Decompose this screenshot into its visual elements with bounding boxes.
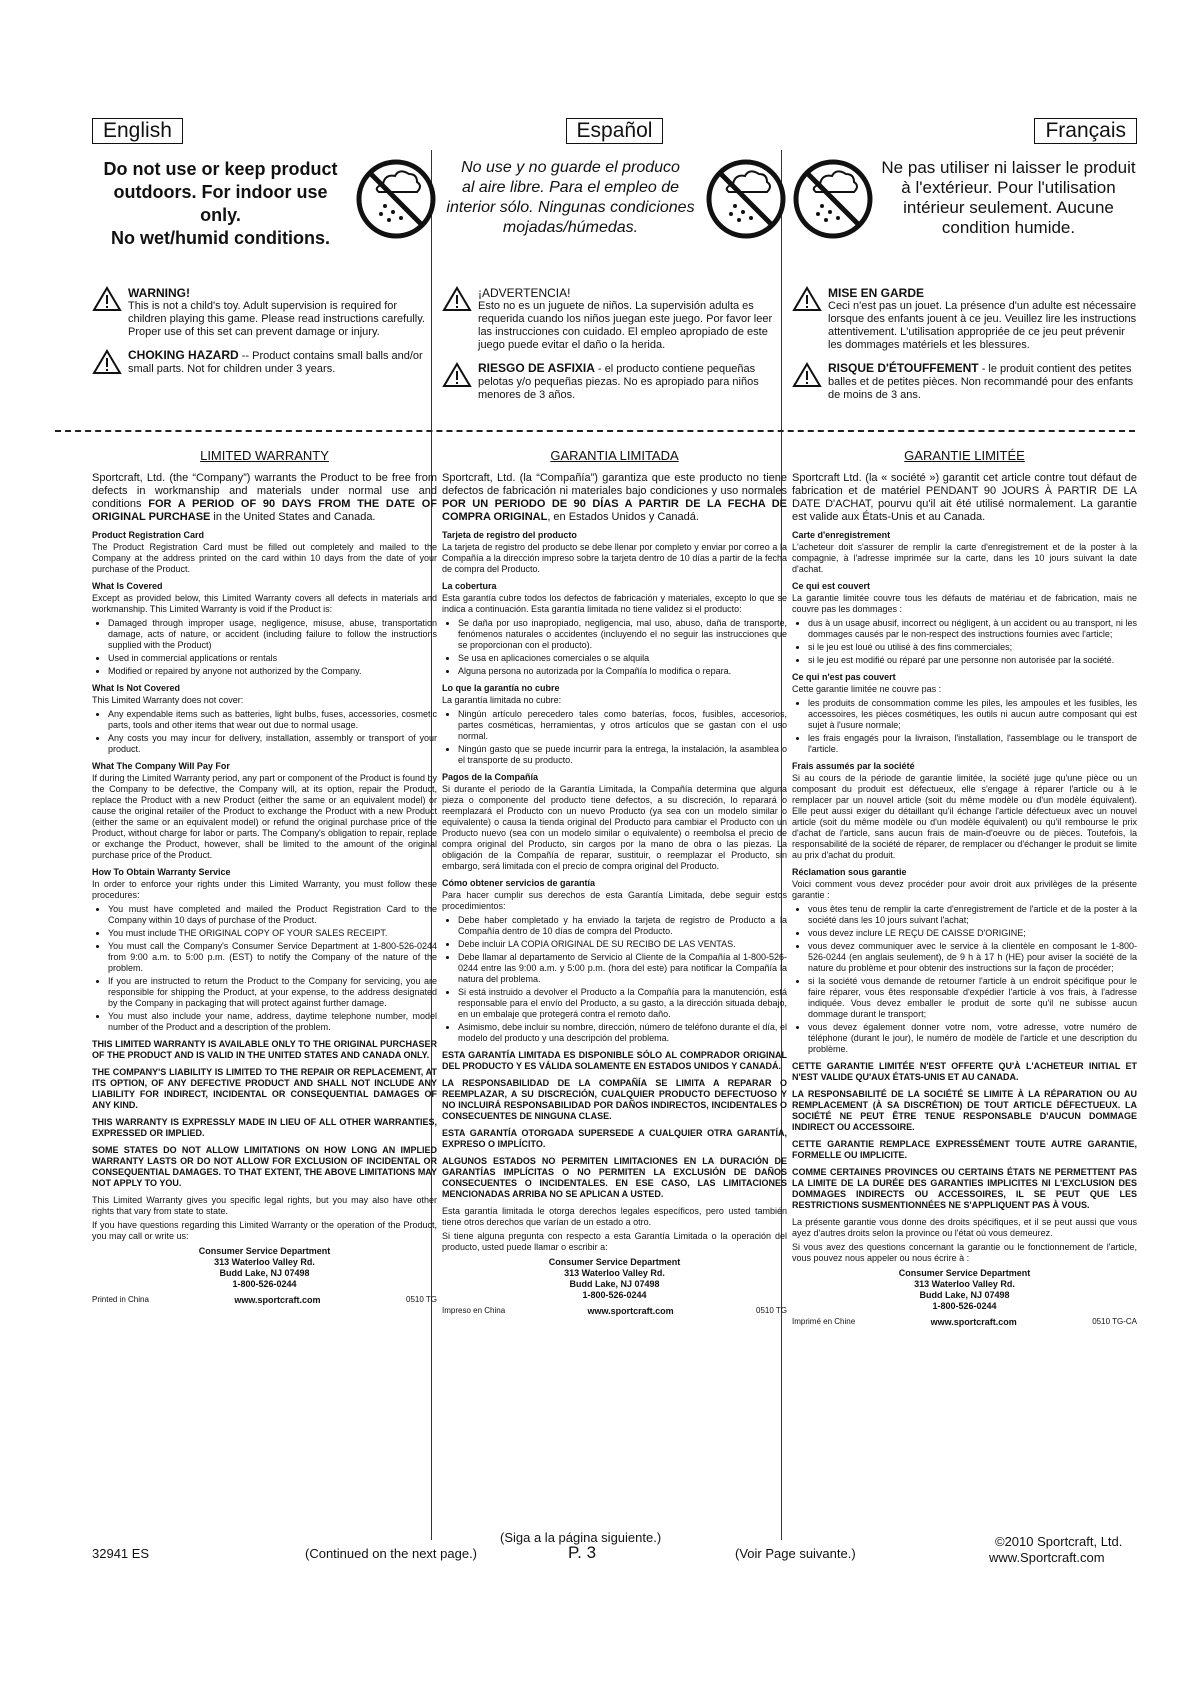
storage-notice-text: Do not use or keep product outdoors. For indoor use only. No wet/humid conditions. bbox=[103, 159, 338, 248]
section-heading: Réclamation sous garantie bbox=[792, 867, 907, 877]
french-warranty bbox=[792, 450, 1137, 1328]
list-item: • vous devez également donner votre nom, votre adresse, votre numéro de téléphone (durant le jour), le numéro de modèle de l'article et une description du problème. bbox=[808, 1022, 1137, 1055]
disclaimer: LA RESPONSABILIDAD DE LA COMPAÑÍA SE LIMITA A REPARAR O REEMPLAZAR, A SU DISCRECIÓN, CUALQUIER PRODUCTO DEFECTUOSO Y NO INCLUIRÁ RESPONSABILIDAD POR DAÑOS INDIRECTOS, INCIDENTALES O CONSECUENTES DE NINGUNA CLASE. bbox=[442, 1078, 787, 1121]
warranty-intro: Sportcraft Ltd. (la « société ») garantit cet article contre tout défaut de fabrication et de matériel PENDANT 90 JOURS À PARTIR DE LA DATE D'ACHAT, pourvu qu'il ait été utilisé normalement. La garantie est valide aux États-Unis et au Canada. bbox=[792, 472, 1137, 523]
choking-hazard bbox=[92, 349, 437, 376]
section-text: Cette garantie limitée ne couvre pas : bbox=[792, 684, 942, 694]
list-item: • You must call the Company's Consumer Service Department at 1-800-526-0244 from 9:00 a.m. to 5:00 p.m. (EST) to notify the Company of the nature of the problem. bbox=[108, 941, 437, 974]
no-rain-icon bbox=[705, 158, 787, 240]
language-header bbox=[792, 118, 1137, 154]
website-link[interactable]: www.sportcraft.com bbox=[930, 1317, 1017, 1327]
list-item: • Se usa en aplicaciones comerciales o se alquila bbox=[458, 653, 787, 664]
website-link[interactable]: www.Sportcraft.com bbox=[989, 1550, 1105, 1565]
section-text: L'acheteur doit s'assurer de remplir la carte d'enregistrement et de la poster à la compagnie, à l'adresse imprimée sur la carte, dans les 10 jours suivant la date d'achat. bbox=[792, 542, 1137, 574]
list-item: • Damaged through improper usage, negligence, misuse, abuse, transportation damage, acts of nature, or accident (including failure to follow the instructions supplied with the Product) bbox=[108, 618, 437, 651]
section-text: La garantie limitée couvre tous les défauts de matériau et de fabrication, mais ne couvre pas les dommages : bbox=[792, 593, 1137, 614]
copyright: ©2010 Sportcraft, Ltd. bbox=[995, 1534, 1123, 1549]
choking-hazard bbox=[442, 362, 787, 402]
choking-hazard bbox=[792, 362, 1137, 402]
page-number: P. 3 bbox=[568, 1543, 597, 1562]
warranty-title: LIMITED WARRANTY bbox=[200, 448, 329, 463]
section-text: La présente garantie vous donne des droits spécifiques, et il se peut aussi que vous ayez d'autres droits selon la province ou l'état où vous demeurez. bbox=[792, 1217, 1137, 1238]
list-item: • Ningún gasto que se puede incurrir para la entrega, la instalación, la asamblea o el transporte de su producto. bbox=[458, 744, 787, 766]
printed-in: Impreso en China bbox=[442, 1306, 506, 1315]
bullet-list bbox=[792, 904, 1137, 1055]
section-text: This Limited Warranty gives you specific legal rights, but you may also have other rights that vary from state to state. bbox=[92, 1195, 437, 1216]
warranty-title: GARANTIA LIMITADA bbox=[550, 448, 679, 463]
disclaimer: ALGUNOS ESTADOS NO PERMITEN LIMITACIONES EN LA DURACIÓN DE GARANTÍAS IMPLÍCITAS O NO PERMITEN LA EXCLUSIÓN DE DAÑOS CONSECUENTES O INCIDENTALES. EN ESE CASO, LAS LIMITACIONES MENCIONADAS ARRIBA NO SE APLICAN A USTED. bbox=[442, 1156, 787, 1199]
list-item: • les frais engagés pour la livraison, l'installation, l'assemblage ou le transport de l'article. bbox=[808, 733, 1137, 755]
list-item: • You must include THE ORIGINAL COPY OF YOUR SALES RECEIPT. bbox=[108, 928, 437, 939]
section-divider bbox=[55, 430, 1135, 432]
bullet-list bbox=[442, 618, 787, 677]
warning-triangle-icon bbox=[792, 286, 822, 312]
list-item: • Asimismo, debe incluir su nombre, dirección, número de teléfono durante el día, el modelo del producto y una descripción del problema. bbox=[458, 1022, 787, 1044]
section-text: Esta garantía limitada le otorga derechos legales específicos, pero usted también tiene otros derechos que varían de un estado a otro. bbox=[442, 1206, 787, 1227]
print-info bbox=[792, 1316, 1137, 1328]
list-item: • Si está instruido a devolver el Producto a la Compañía para la manutención, está responsable para el envío del Producto, a su gasto, a la dirección situada debajo, en un embalaje que protegerá contra el remoto daño. bbox=[458, 987, 787, 1020]
section-heading: Tarjeta de registro del producto bbox=[442, 530, 577, 540]
contact-address: Consumer Service Department 313 Waterloo Valley Rd. Budd Lake, NJ 07498 1-800-526-0244 bbox=[898, 1268, 1031, 1311]
section-text: Voici comment vous devez procéder pour avoir droit aux privilèges de la présente garantie : bbox=[792, 879, 1137, 900]
list-item: • Ningún artículo perecedero tales como baterías, focos, fusibles, accesorios, partes cosméticas, herramientas, y otros artículos que se gastan con el uso normal. bbox=[458, 709, 787, 742]
printed-in: Imprimé en Chine bbox=[792, 1317, 856, 1326]
printed-in: Printed in China bbox=[92, 1295, 149, 1304]
choking-text: - le produit contient des petites balles et de petites pièces. Non recommandé pour des enfants de moins de 3 ans. bbox=[828, 363, 1134, 401]
list-item: • Any costs you may incur for delivery, installation, assembly or transport of your product. bbox=[108, 733, 437, 755]
list-item: • Alguna persona no autorizada por la Compañía lo modifica o repara. bbox=[458, 666, 787, 677]
bullet-list bbox=[92, 709, 437, 755]
disclaimer: THIS WARRANTY IS EXPRESSLY MADE IN LIEU OF ALL OTHER WARRANTIES, EXPRESSED OR IMPLIED. bbox=[92, 1117, 437, 1138]
warning-triangle-icon bbox=[442, 286, 472, 312]
continued-note-fr: (Voir Page suivante.) bbox=[735, 1546, 856, 1561]
print-code: 0510 TG-CA bbox=[1092, 1317, 1137, 1326]
section-heading: La cobertura bbox=[442, 581, 497, 591]
warning-triangle-icon bbox=[442, 362, 472, 388]
section-heading: What The Company Will Pay For bbox=[92, 761, 230, 771]
bullet-list bbox=[792, 698, 1137, 755]
section-heading: Frais assumés par la société bbox=[792, 761, 915, 771]
warning-title: MISE EN GARDE bbox=[828, 286, 925, 300]
disclaimer: CETTE GARANTIE LIMITÉE N'EST OFFERTE QU'À L'ACHETEUR INITIAL ET N'EST VALIDE QU'AUX ÉTATS-UNIS ET AU CANADA. bbox=[792, 1061, 1137, 1082]
section-text: If during the Limited Warranty period, any part or component of the Product is found by the Company to be defective, the Company will, at its option, repair the Product, replace the Product with a new Product (either the same or an equivalent model) or cause the original retailer of the Product to exchange the Product with a new Product (either the same or an equivalent model) or refund the original purchase price of the Product, without charge for labor or parts. The Company's obligation to repair, replace or exchange the Product, however, shall be limited to the amount of the original purchase price of the Product. bbox=[92, 773, 437, 860]
list-item: • si le jeu est modifié ou réparé par une personne non autorisée par la société. bbox=[808, 655, 1137, 666]
warning-block bbox=[442, 286, 787, 352]
section-text: If you have questions regarding this Limited Warranty or the operation of the Product, you may call or write us: bbox=[92, 1220, 437, 1241]
bullet-list bbox=[442, 709, 787, 766]
website-link[interactable]: www.sportcraft.com bbox=[587, 1306, 674, 1316]
section-text: In order to enforce your rights under this Limited Warranty, you must follow these procedures: bbox=[92, 879, 437, 900]
language-header bbox=[92, 118, 437, 154]
list-item: • Debe incluir LA COPIA ORIGINAL DE SU RECIBO DE LAS VENTAS. bbox=[458, 939, 787, 950]
disclaimer: THE COMPANY'S LIABILITY IS LIMITED TO THE REPAIR OR REPLACEMENT, AT ITS OPTION, OF ANY DEFECTIVE PRODUCT AND SHALL NOT INCLUDE ANY LIABILITY FOR INDIRECT, INCIDENTAL OR CONSEQUENTIAL DAMAGES OF ANY KIND. bbox=[92, 1067, 437, 1110]
section-heading: How To Obtain Warranty Service bbox=[92, 867, 231, 877]
continued-note-es: (Siga a la página siguiente.) bbox=[500, 1530, 662, 1545]
bullet-list bbox=[792, 618, 1137, 666]
list-item: • You must also include your name, address, daytime telephone number, model number of the Product and a description of the problem. bbox=[108, 1011, 437, 1033]
list-item: • les produits de consommation comme les piles, les ampoules et les fusibles, les accessoires, les pièces cosmétiques, les outils ni aucun autre composant qui est sujet à l'usure normale; bbox=[808, 698, 1137, 731]
list-item: • Modified or repaired by anyone not authorized by the Company. bbox=[108, 666, 437, 677]
no-rain-icon bbox=[792, 158, 874, 240]
list-item: • vous êtes tenu de remplir la carte d'enregistrement de l'article et de la poster à la société dans les 10 jours suivant l'achat; bbox=[808, 904, 1137, 926]
section-heading: Cómo obtener servicios de garantía bbox=[442, 878, 596, 888]
section-heading: What Is Covered bbox=[92, 581, 163, 591]
english-column bbox=[92, 118, 437, 376]
storage-notice bbox=[92, 158, 437, 276]
print-info bbox=[92, 1294, 437, 1306]
disclaimer: COMME CERTAINES PROVINCES OU CERTAINS ÉTATS NE PERMETTENT PAS LA LIMITE DE LA DURÉE DES GARANTIES IMPLICITES NI L'EXCLUSION DES DOMMAGES INDIRECTS OU ACCESSOIRES, IL SE PEUT QUE LES RESTRICTIONS SUSMENTIONNÉES NE S'APPLIQUENT PAS À VOUS. bbox=[792, 1167, 1137, 1210]
spanish-column bbox=[442, 118, 787, 402]
list-item: • You must have completed and mailed the Product Registration Card to the Company within 10 days of purchase of the Product. bbox=[108, 904, 437, 926]
french-column bbox=[792, 118, 1137, 402]
storage-notice-text: No use y no guarde el produco al aire libre. Para el empleo de interior sólo. Ningunas condiciones mojadas/húmedas. bbox=[446, 159, 695, 236]
section-text: Si vous avez des questions concernant la garantie ou le fonctionnement de l'article, vous pouvez nous appeler ou nous écrire à : bbox=[792, 1242, 1137, 1263]
warning-triangle-icon bbox=[92, 349, 122, 375]
section-heading: Ce qui n'est pas couvert bbox=[792, 672, 896, 682]
list-item: • vous devez inclure LE REÇU DE CAISSE D'ORIGINE; bbox=[808, 928, 1137, 939]
section-text: Si au cours de la période de garantie limitée, la société juge qu'une pièce ou un composant du produit est défectueux, elle s'engage à réparer l'article ou à le remplacer par un nouvel article (soit du même modèle ou d'un modèle équivalent). Elle peut aussi exiger du détaillant qu'il échange l'article défectueux avec un nouvel article (soit du même modèle ou d'un modèle équivalent) ou qu'il rembourse le prix d'achat de l'article, sans aucun frais de main-d'oeuvre ou de pièces. Toutefois, la responsabilité de la société de réparer, de remplacer ou d'échanger le produit se limite au prix d'achat du produit. bbox=[792, 773, 1137, 860]
language-header bbox=[442, 118, 787, 154]
no-rain-icon bbox=[355, 158, 437, 240]
section-heading: What Is Not Covered bbox=[92, 683, 181, 693]
disclaimer: CETTE GARANTIE REMPLACE EXPRESSÉMENT TOUTE AUTRE GARANTIE, FORMELLE OU IMPLICITE. bbox=[792, 1139, 1137, 1160]
section-text: Si tiene alguna pregunta con respecto a esta Garantía Limitada o la operación del producto, usted puede llamar o escribir a: bbox=[442, 1231, 787, 1252]
section-text: Esta garantía cubre todos los defectos de fabricación y materiales, excepto lo que se indica a continuación. Esta garantía limitada no tiene validez si el producto: bbox=[442, 593, 787, 614]
storage-notice-text: Ne pas utiliser ni laisser le produit à l'extérieur. Pour l'utilisation intérieur seulement. Aucune condition humide. bbox=[881, 158, 1136, 237]
warning-text: This is not a child's toy. Adult supervision is required for children playing this game. Please read instructions carefully. Proper use of this set can prevent damage or injury. bbox=[128, 300, 425, 338]
section-text: Except as provided below, this Limited Warranty covers all defects in materials and workmanship. This Limited Warranty is void if the Product is: bbox=[92, 593, 437, 614]
section-text: La tarjeta de registro del producto se debe llenar por completo y enviar por correo a la Compañía a la dirección impreso sobre la tarjeta dentro de 10 días a partir de la fecha de compra del Producto. bbox=[442, 542, 787, 574]
section-text: Para hacer cumplir sus derechos de esta Garantía Limitada, debe seguir estos procedimientos: bbox=[442, 890, 787, 911]
bullet-list bbox=[92, 618, 437, 677]
section-heading: Carte d'enregistrement bbox=[792, 530, 891, 540]
list-item: • si la société vous demande de retourner l'article à un endroit spécifique pour le faire réparer, vous êtes responsable d'expédier l'article à vos frais, à l'adresse indiquée. Vous devez emballer le produit de sorte qu'il ne subisse aucun dommage durant le transport; bbox=[808, 976, 1137, 1020]
print-info bbox=[442, 1305, 787, 1317]
section-text: La garantía limitada no cubre: bbox=[442, 695, 562, 705]
section-heading: Pagos de la Compañía bbox=[442, 772, 539, 782]
language-label: Español bbox=[566, 118, 664, 144]
warning-text: Ceci n'est pas un jouet. La présence d'un adulte est nécessaire lorsque des enfants jouent à ce jeu. Veuillez lire les instructions attentivement. L'utilisation appropriée de ce jeu peut prévenir les dommages matériels et les blessures. bbox=[828, 300, 1137, 351]
list-item: • Se daña por uso inapropiado, negligencia, mal uso, abuso, daña de transporte, fenómenos naturales o accidentes (incluyendo el no seguir las instrucciones que se proporcionan con el producto). bbox=[458, 618, 787, 651]
choking-title: RIESGO DE ASFIXIA bbox=[478, 361, 595, 375]
language-label: Français bbox=[1034, 118, 1137, 144]
warning-title: ¡ADVERTENCIA! bbox=[478, 286, 571, 300]
disclaimer: SOME STATES DO NOT ALLOW LIMITATIONS ON HOW LONG AN IMPLIED WARRANTY LASTS OR DO NOT ALLOW FOR EXCLUSION OF INCIDENTAL OR CONSEQUENTIAL DAMAGES. TO THAT EXTENT, THE ABOVE LIMITATIONS MAY NOT APPLY TO YOU. bbox=[92, 1145, 437, 1188]
list-item: • si le jeu est loué ou utilisé à des fins commerciales; bbox=[808, 642, 1137, 653]
bullet-list bbox=[92, 904, 437, 1033]
list-item: • Any expendable items such as batteries, light bulbs, fuses, accessories, cosmetic parts, tools and other items that wear out due to normal usage. bbox=[108, 709, 437, 731]
choking-title: RISQUE D'ÉTOUFFEMENT bbox=[828, 361, 979, 375]
warranty-intro: Sportcraft, Ltd. (la “Compañía”) garantiza que este producto no tiene defectos de fabricación ni materiales bajo condiciones y uso normales POR UN PERIODO DE 90 DÍAS A PARTIR DE LA FECHA DE COMPRA ORIGINAL, en Estados Unidos y Canadá. bbox=[442, 472, 787, 523]
storage-notice bbox=[442, 158, 787, 276]
choking-title: CHOKING HAZARD bbox=[128, 348, 239, 362]
bullet-list bbox=[442, 915, 787, 1044]
warning-triangle-icon bbox=[792, 362, 822, 388]
continued-note-en: (Continued on the next page.) bbox=[305, 1546, 478, 1561]
contact-address: Consumer Service Department 313 Waterloo Valley Rd. Budd Lake, NJ 07498 1-800-526-0244 bbox=[548, 1257, 681, 1300]
disclaimer: ESTA GARANTÍA LIMITADA ES DISPONIBLE SÓLO AL COMPRADOR ORIGINAL DEL PRODUCTO Y ES VÁLIDA SOLAMENTE EN ESTADOS UNIDOS Y CANADÁ. bbox=[442, 1050, 787, 1071]
list-item: • Debe haber completado y ha enviado la tarjeta de registro de Producto a la Compañía dentro de 10 días de compra del Producto. bbox=[458, 915, 787, 937]
section-heading: Ce qui est couvert bbox=[792, 581, 871, 591]
list-item: • Used in commercial applications or rentals bbox=[108, 653, 437, 664]
list-item: • Debe llamar al departamento de Servicio al Cliente de la Compañía al 1-800-526-0244 entre las 9:00 a.m. y 5:00 p.m. (hora del este) para notificar la Compañía la natura del problema. bbox=[458, 952, 787, 985]
warning-triangle-icon bbox=[92, 286, 122, 312]
model-number: 32941 ES bbox=[92, 1546, 150, 1561]
warning-title: WARNING! bbox=[128, 286, 190, 300]
disclaimer: ESTA GARANTÍA OTORGADA SUPERSEDE A CUALQUIER OTRA GARANTÍA, EXPRESO O IMPLÍCITO. bbox=[442, 1128, 787, 1149]
list-item: • vous devez communiquer avec le service à la clientèle en composant le 1-800-526-0244 (en anglais seulement), de 9 h à 17 h (HE) pour aviser la société de la nature du problème et pour obtenir des instructions sur la façon de procéder; bbox=[808, 941, 1137, 974]
warranty-intro: Sportcraft, Ltd. (the “Company”) warrants the Product to be free from defects in workmanship and materials under normal use and conditions FOR A PERIOD OF 90 DAYS FROM THE DATE OF ORIGINAL PURCHASE in the United States and Canada. bbox=[92, 472, 438, 523]
section-heading: Product Registration Card bbox=[92, 530, 205, 540]
english-warranty bbox=[92, 450, 437, 1306]
choking-text: - el producto contiene pequeñas pelotas y/o pequeñas piezas. No es apropiado para niños menores de 3 años. bbox=[478, 363, 759, 401]
section-text: The Product Registration Card must be filled out completely and mailed to the Company at the address printed on the card within 10 days from the date of your purchase of the Product. bbox=[92, 542, 437, 574]
spanish-warranty bbox=[442, 450, 787, 1317]
warning-block bbox=[92, 286, 437, 339]
disclaimer: THIS LIMITED WARRANTY IS AVAILABLE ONLY TO THE ORIGINAL PURCHASER OF THE PRODUCT AND IS VALID IN THE UNITED STATES AND CANADA ONLY. bbox=[92, 1039, 437, 1060]
warning-text: Esto no es un juguete de niños. La supervisión adulta es requerida cuando los niños juegan este juego. Por favor leer las instrucciones con cuidado. El empleo apropiado de este juego puede evitar el daño o la herida. bbox=[478, 300, 773, 351]
print-code: 0510 TG bbox=[756, 1306, 787, 1315]
print-code: 0510 TG bbox=[406, 1295, 437, 1304]
list-item: • dus à un usage abusif, incorrect ou négligent, à un accident ou au transport, ni les dommages causés par le non-respect des instructions fournies avec l'article; bbox=[808, 618, 1137, 640]
choking-text: -- Product contains small balls and/or small parts. Not for children under 3 years. bbox=[128, 350, 423, 375]
language-label: English bbox=[92, 118, 183, 144]
contact-address: Consumer Service Department 313 Waterloo Valley Rd. Budd Lake, NJ 07498 1-800-526-0244 bbox=[198, 1246, 331, 1289]
warning-block bbox=[792, 286, 1137, 352]
section-text: Si durante el periodo de la Garantía Limitada, la Compañía determina que alguna pieza o componente del producto tiene defectos, a su discreción, lo reparará o reemplazará el Producto con un nuevo Producto (ya sea con un modelo similar o equivalente) o causa la tienda original del Producto para cambiar el Producto con un Producto nuevo (sea con un modelo similar o equivalente) o reembolsa el precio de compra original del Producto, sin cargos por la mano de obra o las piezas. La obligación de la Compañía de reparar, sustituir, o reemplazar el Producto, sin embargo, será limitada con el precio de compra original del Producto. bbox=[442, 784, 787, 871]
warranty-title: GARANTIE LIMITÉE bbox=[904, 448, 1025, 463]
section-text: This Limited Warranty does not cover: bbox=[92, 695, 244, 705]
website-link[interactable]: www.sportcraft.com bbox=[234, 1295, 321, 1305]
disclaimer: LA RESPONSABILITÉ DE LA SOCIÉTÉ SE LIMITE À LA RÉPARATION OU AU REMPLACEMENT (À SA DISCRÉTION) DE TOUT ARTICLE DÉFECTUEUX. LA SOCIÉTÉ NE PEUT ÊTRE TENUE RESPONSABLE D'AUCUN DOMMAGE INDIRECT OU ACCESSOIRE. bbox=[792, 1089, 1137, 1132]
list-item: • If you are instructed to return the Product to the Company for servicing, you are responsible for shipping the Product, at your expense, to the address designated by the Company in packaging that will protect against further damage. bbox=[108, 976, 437, 1009]
section-heading: Lo que la garantía no cubre bbox=[442, 683, 560, 693]
storage-notice bbox=[792, 158, 1137, 276]
